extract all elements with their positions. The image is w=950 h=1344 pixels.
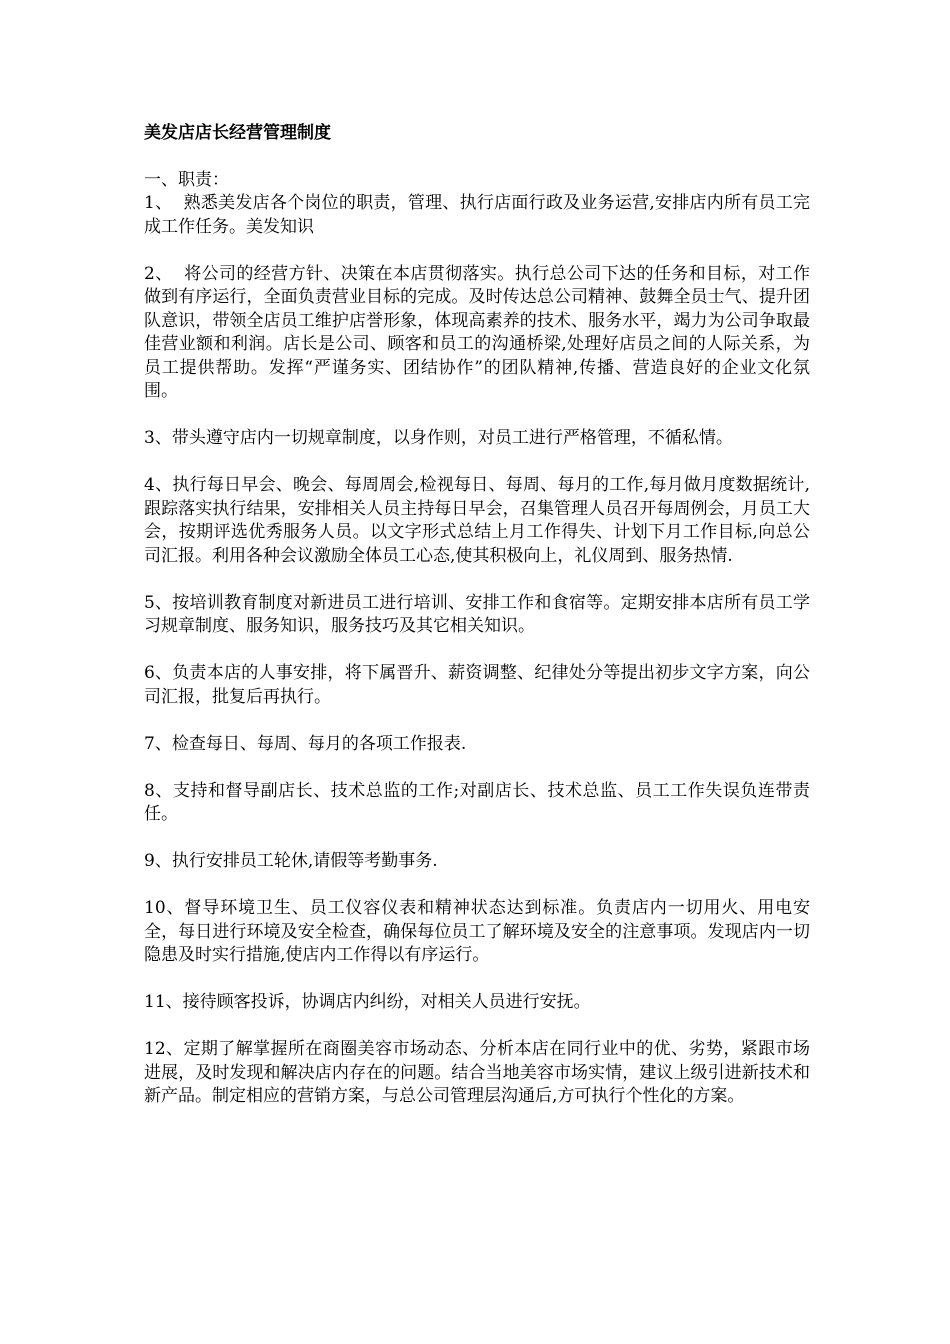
paragraph-7: 7、检查每日、每周、每月的各项工作报表.	[144, 733, 467, 754]
paragraph-10: 10、督导环境卫生、员工仪容仪表和精神状态达到标准。负责店内一切用火、用电安全，每日进行环境及安全检查，确保每位员工了解环境及安全的注意事项。发现店内一切隐患及时实行措施,使店内工作得以有序运行。	[144, 898, 810, 965]
paragraph-4: 4、执行每日早会、晚会、每周周会,检视每日、每周、每月的工作,每月做月度数据统计,跟踪落实执行结果，安排相关人员主持每日早会，召集管理人员召开每周例会，月员工大会，按期评选优秀服务人员。以文字形式总结上月工作得失、计划下月工作目标,向总公司汇报。利用各种会议激励全体员工心态,使其积极向上，礼仪周到、服务热情.	[144, 475, 810, 566]
paragraph-1: 1、 熟悉美发店各个岗位的职责，管理、执行店面行政及业务运营,安排店内所有员工完成工作任务。美发知识	[144, 193, 810, 237]
paragraph-11: 11、接待顾客投诉，协调店内纠纷，对相关人员进行安抚。	[144, 992, 591, 1012]
paragraph-12: 12、定期了解掌握所在商圈美容市场动态、分析本店在同行业中的优、劣势，紧跟市场进展，及时发现和解决店内存在的问题。结合当地美容市场实情，建议上级引进新技术和新产品。制定相应的营销方案，与总公司管理层沟通后,方可执行个性化的方案。	[144, 1039, 810, 1106]
paragraph-2: 2、 将公司的经营方针、决策在本店贯彻落实。执行总公司下达的任务和目标，对工作做到有序运行，全面负责营业目标的完成。及时传达总公司精神、鼓舞全员士气、提升团队意识，带领全店员工维护店誉形象，体现高素养的技术、服务水平，竭力为公司争取最佳营业额和利润。店长是公司、顾客和员工的沟通桥梁,处理好店员之间的人际关系，为员工提供帮助。发挥“严谨务实、团结协作”的团队精神,传播、营造良好的企业文化氛围。	[144, 263, 810, 401]
section-heading: 一、职责：	[144, 169, 229, 190]
document-page	[144, 122, 810, 1132]
paragraph-6: 6、负责本店的人事安排，将下属晋升、薪资调整、纪律处分等提出初步文字方案，向公司汇报，批复后再执行。	[144, 663, 810, 707]
paragraph-8: 8、支持和督导副店长、技术总监的工作;对副店长、技术总监、员工工作失误负连带责任。	[144, 780, 810, 824]
document-title: 美发店店长经营管理制度	[144, 123, 331, 143]
paragraph-5: 5、按培训教育制度对新进员工进行培训、安排工作和食宿等。定期安排本店所有员工学习规章制度、服务知识，服务技巧及其它相关知识。	[144, 592, 810, 636]
paragraph-9: 9、执行安排员工轮休,请假等考勤事务.	[144, 851, 438, 871]
paragraph-3: 3、带头遵守店内一切规章制度，以身作则，对员工进行严格管理，不循私情。	[144, 428, 733, 448]
